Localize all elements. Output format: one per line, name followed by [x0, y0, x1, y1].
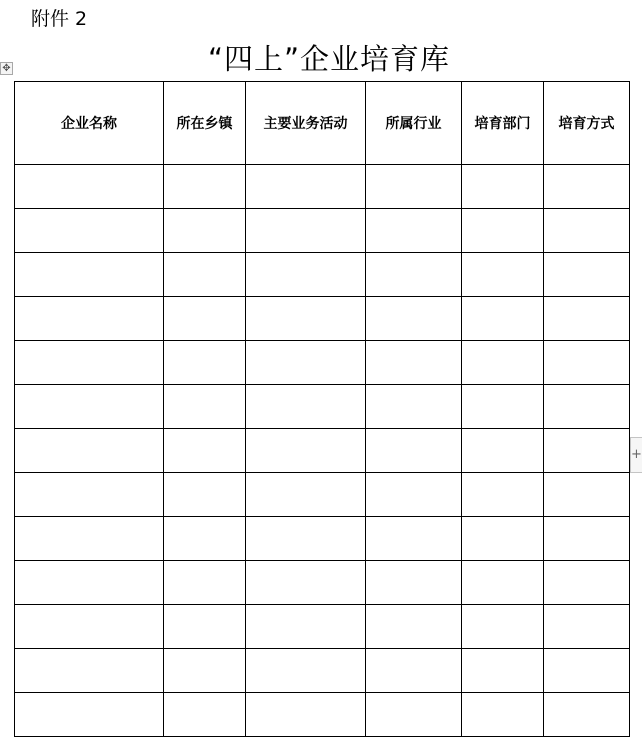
table-cell[interactable] [164, 473, 246, 517]
table-cell[interactable] [246, 693, 366, 737]
table-cell[interactable] [15, 605, 164, 649]
attachment-label: 附件 2 [31, 8, 88, 30]
table-row [15, 297, 630, 341]
table-body [15, 165, 630, 737]
table-cell[interactable] [164, 429, 246, 473]
table-cell[interactable] [15, 297, 164, 341]
table-row [15, 517, 630, 561]
table-cell[interactable] [462, 649, 544, 693]
table-cell[interactable] [246, 209, 366, 253]
table-cell[interactable] [15, 649, 164, 693]
table-cell[interactable] [462, 429, 544, 473]
table-cell[interactable] [544, 649, 630, 693]
table-cell[interactable] [15, 165, 164, 209]
table-cell[interactable] [366, 165, 462, 209]
table-row [15, 385, 630, 429]
table-cell[interactable] [462, 605, 544, 649]
table-cell[interactable] [164, 165, 246, 209]
enterprise-register-table [14, 81, 630, 737]
table-cell[interactable] [366, 385, 462, 429]
table-cell[interactable] [366, 253, 462, 297]
table-cell[interactable] [164, 561, 246, 605]
move-arrows-icon: ✥ [2, 63, 11, 74]
table-cell[interactable] [164, 385, 246, 429]
table-cell[interactable] [544, 429, 630, 473]
table-cell[interactable] [462, 165, 544, 209]
header-enterprise-name: 企业名称 [15, 82, 164, 165]
table-row [15, 341, 630, 385]
table-cell[interactable] [366, 693, 462, 737]
table-cell[interactable] [544, 561, 630, 605]
table-cell[interactable] [462, 693, 544, 737]
page-title-text: “四上”企业培育库 [207, 42, 451, 76]
plus-icon: + [631, 447, 642, 462]
table-cell[interactable] [246, 517, 366, 561]
table-row [15, 429, 630, 473]
table-cell[interactable] [246, 253, 366, 297]
table-cell[interactable] [246, 649, 366, 693]
table-cell[interactable] [246, 605, 366, 649]
table-cell[interactable] [462, 253, 544, 297]
table-cell[interactable] [366, 297, 462, 341]
header-cultivation-method: 培育方式 [544, 82, 630, 165]
table-row [15, 605, 630, 649]
table-cell[interactable] [366, 473, 462, 517]
table-cell[interactable] [462, 209, 544, 253]
table-cell[interactable] [164, 517, 246, 561]
table-cell[interactable] [164, 209, 246, 253]
table-cell[interactable] [462, 517, 544, 561]
page-title [0, 40, 642, 78]
table-cell[interactable] [15, 473, 164, 517]
table-cell[interactable] [462, 297, 544, 341]
table-cell[interactable] [544, 605, 630, 649]
table-row [15, 473, 630, 517]
table-row [15, 561, 630, 605]
table-row [15, 693, 630, 737]
header-main-business: 主要业务活动 [246, 82, 366, 165]
table-cell[interactable] [15, 429, 164, 473]
table-cell[interactable] [366, 605, 462, 649]
table-row [15, 209, 630, 253]
table-cell[interactable] [15, 517, 164, 561]
add-row-button[interactable] [630, 437, 642, 473]
table-cell[interactable] [366, 649, 462, 693]
table-cell[interactable] [246, 473, 366, 517]
table-cell[interactable] [164, 341, 246, 385]
table-header-row [15, 82, 630, 165]
table-move-handle[interactable] [0, 62, 13, 75]
table-cell[interactable] [544, 385, 630, 429]
table-cell[interactable] [544, 341, 630, 385]
table-cell[interactable] [15, 693, 164, 737]
table-cell[interactable] [366, 561, 462, 605]
table-cell[interactable] [544, 473, 630, 517]
table-cell[interactable] [462, 385, 544, 429]
table-cell[interactable] [15, 209, 164, 253]
table-cell[interactable] [15, 385, 164, 429]
table-cell[interactable] [366, 517, 462, 561]
table-cell[interactable] [246, 385, 366, 429]
table-cell[interactable] [544, 517, 630, 561]
header-industry: 所属行业 [366, 82, 462, 165]
table-cell[interactable] [462, 341, 544, 385]
table-cell[interactable] [246, 429, 366, 473]
table-cell[interactable] [164, 649, 246, 693]
table-cell[interactable] [246, 341, 366, 385]
table-cell[interactable] [544, 297, 630, 341]
table-cell[interactable] [164, 253, 246, 297]
table-cell[interactable] [164, 297, 246, 341]
table-row [15, 649, 630, 693]
header-cultivation-department: 培育部门 [462, 82, 544, 165]
table-cell[interactable] [246, 165, 366, 209]
table-cell[interactable] [246, 561, 366, 605]
table-cell[interactable] [544, 165, 630, 209]
table-row [15, 253, 630, 297]
table-cell[interactable] [366, 341, 462, 385]
table-cell[interactable] [366, 429, 462, 473]
table-cell[interactable] [164, 605, 246, 649]
table-cell[interactable] [15, 561, 164, 605]
table-cell[interactable] [164, 693, 246, 737]
table-cell[interactable] [462, 473, 544, 517]
table-cell[interactable] [462, 561, 544, 605]
table-cell[interactable] [544, 693, 630, 737]
table-cell[interactable] [246, 297, 366, 341]
table-cell[interactable] [544, 253, 630, 297]
table-cell[interactable] [15, 253, 164, 297]
table-cell[interactable] [366, 209, 462, 253]
table-cell[interactable] [15, 341, 164, 385]
header-township: 所在乡镇 [164, 82, 246, 165]
table-row [15, 165, 630, 209]
table-cell[interactable] [544, 209, 630, 253]
